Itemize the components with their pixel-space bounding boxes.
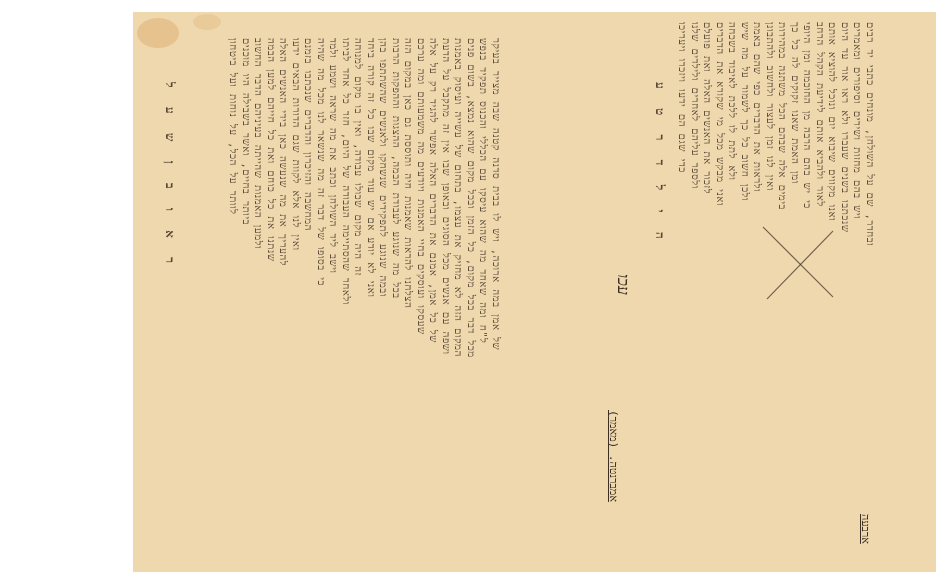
text-line: ואין לנו זמן לעצור ולחשוב ולהתבונן bbox=[764, 22, 775, 191]
strike-mark bbox=[753, 217, 843, 307]
document-page bbox=[133, 12, 936, 572]
text-line: ולאחר שהסתיימה העבודה של היום, חזר כל אחד לביתו bbox=[340, 38, 351, 305]
text-line: ולא לתת לו ללכת לאיבוד בשכחה bbox=[726, 22, 738, 181]
text-line: זה היה מקום שכולו עבודה, ואין בו מקום למנוחה bbox=[352, 38, 364, 276]
text-line: ולספר עליהם לאחרים ולילדים שלנו bbox=[689, 22, 700, 189]
author-name-right bbox=[652, 82, 671, 245]
text-line: כי יש בהם הרבה מן החוכמה ומן היופי bbox=[801, 22, 813, 209]
text-line: הצלחנו להראות שאמנות חיה ותוססת גם כאן במקום הזה bbox=[402, 38, 414, 309]
signature bbox=[613, 274, 633, 295]
heading-right-text: ארבעה bbox=[859, 514, 872, 544]
text-line: ל"ח ומה שאחד מה שהוא עיסקו עם הכללי והכנוס תפקיד בנפש bbox=[477, 38, 489, 344]
signature-text: עכו bbox=[614, 274, 633, 295]
text-line: ולמען האמנות שהייתה בעיניהם הדבר החשוב bbox=[252, 38, 264, 250]
author-name-right-text: ה י ל ד ר ט ע bbox=[653, 82, 667, 245]
text-line: המקום הזה לא מחזיק את עצמו, בתחום של עשייה ועיסוק באמנות bbox=[452, 38, 464, 357]
text-line: כי בסופו של דבר זה מה שנשאר לנו מכל מה שהיה bbox=[315, 38, 326, 287]
text-line: ביותר בחיים, ואשר בשבילה היו מוכנים bbox=[240, 38, 251, 226]
heading-right bbox=[858, 514, 877, 544]
text-line: ואנו מקווים שיבוא יום ונוכל להוציא אותם bbox=[826, 22, 838, 222]
text-line: ולכן חשוב כל כך לשמור על מה שיש bbox=[739, 22, 750, 202]
text-line: כדי שגם הם ידעו ויזכרו ויעריכו bbox=[676, 22, 688, 173]
text-line: המחשבה והזיכרון והדברים שנכתבו בזמנם bbox=[302, 38, 314, 231]
text-line: ויש בהם מחזות ושירים וסיפורים ומאמרים bbox=[851, 22, 863, 220]
text-line: בימים אלה שבהם הכל משתנה במהירות bbox=[776, 22, 788, 210]
text-line: של אמן במה ארוכה, ויש לו בבית סדנה קטנה שבה מצייר בעיקר bbox=[490, 38, 501, 351]
column-lines bbox=[226, 38, 501, 358]
text-line: ואין לנו אלא לקוות שגם הדורות הבאים ידעו bbox=[290, 38, 301, 251]
text-line: וישב ליד השולחן וכתב את מה שראה ושמע ולמד bbox=[327, 38, 339, 274]
text-line: ולראות את הדברים כפי שהם באמת bbox=[751, 22, 763, 193]
text-line: לזכור את האנשים האלה ואת פועלם bbox=[701, 22, 713, 195]
text-line: שעסקו ועוסקים בחיי האמנות ויודעים מה משמעותם ומה ערכם bbox=[415, 38, 426, 335]
text-line: של כל אמן, אמנם את הדברים האלה אפשר להגיד רק על אלה bbox=[427, 38, 439, 343]
stain bbox=[137, 18, 179, 48]
stain bbox=[193, 14, 221, 30]
text-line: לאור ולהביא אותם לידיעת הקהל הרחב bbox=[814, 22, 825, 207]
column-lines bbox=[675, 22, 875, 246]
text-line: ואני מבקש מכל מי שקורא את הדברים bbox=[714, 22, 725, 207]
author-name-left-text: ר א ו ב ן ש ע ל bbox=[163, 82, 177, 269]
text-line: ושפה עם אנשים מכל הסוגים ובאופן שבו אין זה מתקבל על הדעת bbox=[440, 38, 451, 355]
text-line: ומן האמת שאנו זקוקים לה כל כך bbox=[789, 22, 800, 184]
text-line: לוותר על הכל, על נוחות ועל ביטחון bbox=[227, 38, 239, 215]
text-line: ובמה שנוגע לתפקידים שנשחקו ולאנשים שהשתתפו בהן bbox=[377, 38, 389, 297]
text-line: להעריך את מה שנעשה כאן בידי האנשים האלה bbox=[277, 38, 289, 267]
text-line: בכל מה שנוגע לעבודת הבמה, ההצגות וההפקות הרבות bbox=[390, 38, 401, 299]
heading-left bbox=[606, 410, 625, 502]
author-name-left bbox=[162, 82, 181, 269]
text-line: ובחדר, שם על השולחן, מונחים כתבי יד רבים bbox=[864, 22, 875, 247]
heading-left-text: (מאמר) .אמברנטה bbox=[607, 410, 620, 502]
text-line: מכל דבר בכל מקום, כל הזמן ובכל מקום שהוא נמצא, בשום פנים bbox=[465, 38, 476, 358]
text-line: שנתנו את כל כוחם ואת כל חייהם למען הבמה bbox=[265, 38, 276, 262]
text-line: שנכתבו בשנים שעברו ולא ראו אור עד היום bbox=[839, 22, 850, 233]
text-line: ואני לא יודע אם יש עוד מקום שבו כל זה קורה ביחד bbox=[365, 38, 376, 298]
